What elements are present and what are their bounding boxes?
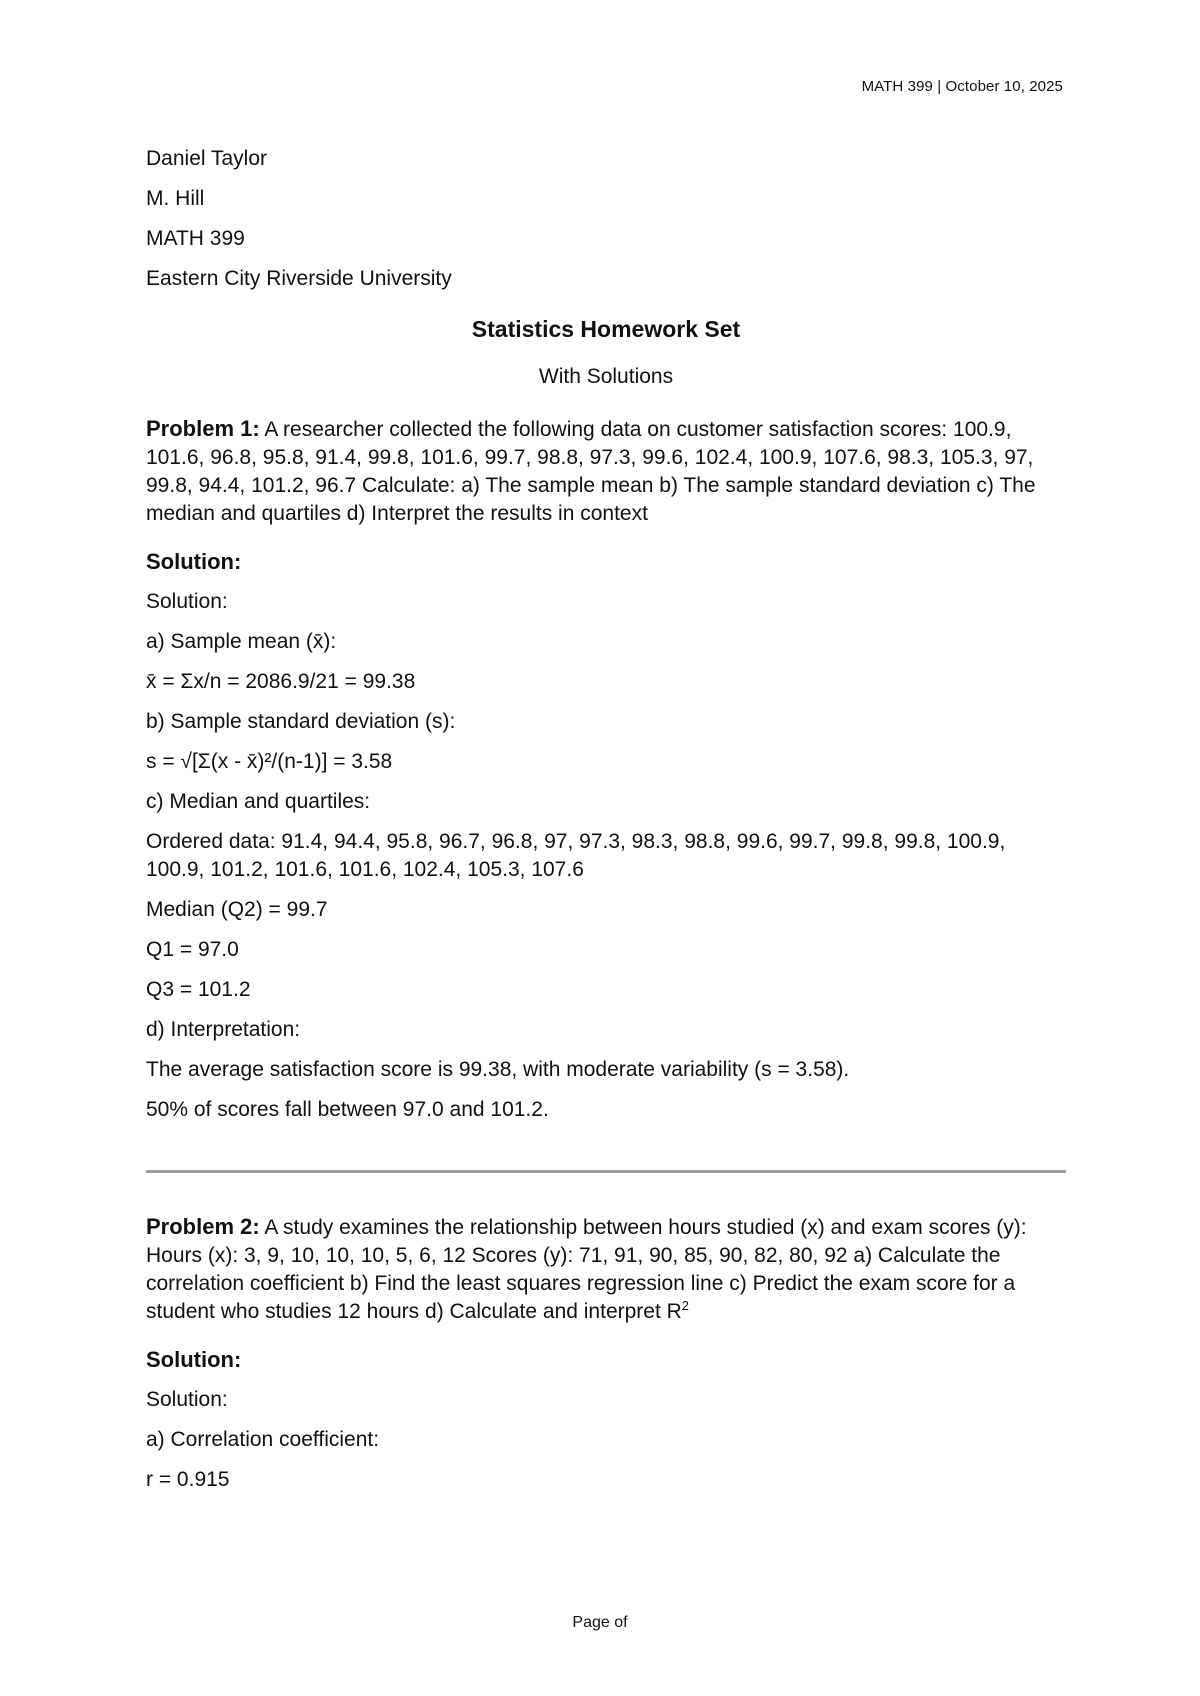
- problem-2-label: Problem 2:: [146, 1214, 260, 1239]
- problem-1-text: A researcher collected the following data on customer satisfaction scores: 100.9, 101.6, 96.8, 95.8, 91.4, 99.8, 101.6, 99.7, 98.8, 97.3, 99.6, 102.4, 100.9, 107.6, 98.3, 105.3, 97, 99.8, 94.4, 101.2, 96.7 Calculate: a) The sample mean b) The sample standard deviation c) The median and quartiles d) Interpret the results in context: [146, 418, 1036, 525]
- solution-line: a) Sample mean (x̄):: [146, 630, 337, 653]
- instructor-name: M. Hill: [146, 187, 205, 210]
- problem-1-solution: [146, 588, 1066, 1124]
- solution-line: s = √[Σ(x - x̄)²/(n-1)] = 3.58: [146, 750, 393, 773]
- solution-line: a) Correlation coefficient:: [146, 1428, 380, 1451]
- section-divider: [146, 1170, 1066, 1173]
- problem-2-text: A study examines the relationship between hours studied (x) and exam scores (y): Hours (x): 3, 9, 10, 10, 10, 5, 6, 12 Scores (y): 71, 91, 90, 85, 90, 82, 80, 92 a) Calculate the correlation coefficient b) Find the least squares regression line c) Predict the exam score for a student who studies 12 hours d) Calculate and interpret R: [146, 1216, 1027, 1323]
- document-title: Statistics Homework Set: [471, 316, 741, 342]
- solution-line: The average satisfaction score is 99.38, with moderate variability (s = 3.58).: [146, 1058, 850, 1081]
- solution-line: Solution:: [146, 590, 228, 613]
- problem-2-solution: [146, 1386, 1066, 1494]
- problem-2-solution-heading: Solution:: [146, 1347, 242, 1372]
- solution-line: Q3 = 101.2: [146, 978, 251, 1001]
- solution-line: Ordered data: 91.4, 94.4, 95.8, 96.7, 96.8, 97, 97.3, 98.3, 98.8, 99.6, 99.7, 99.8, 99.8, 100.9, 100.9, 101.2, 101.6, 101.6, 102.4, 105.3, 107.6: [146, 830, 1006, 881]
- document-body: [146, 145, 1066, 1506]
- solution-line: Solution:: [146, 1388, 228, 1411]
- problem-1-statement: [146, 415, 1066, 528]
- solution-line: b) Sample standard deviation (s):: [146, 710, 456, 733]
- student-name: Daniel Taylor: [146, 147, 268, 170]
- solution-line: d) Interpretation:: [146, 1018, 301, 1041]
- running-header: MATH 399 | October 10, 2025: [861, 78, 1063, 95]
- university-name: Eastern City Riverside University: [146, 267, 452, 290]
- solution-line: Median (Q2) = 99.7: [146, 898, 328, 921]
- problem-1-solution-heading: Solution:: [146, 549, 242, 574]
- problem-2-superscript: 2: [681, 1299, 689, 1313]
- problem-2-statement: [146, 1213, 1066, 1326]
- solution-line: x̄ = Σx/n = 2086.9/21 = 99.38: [146, 670, 416, 693]
- solution-line: c) Median and quartiles:: [146, 790, 371, 813]
- course-code: MATH 399: [146, 227, 245, 250]
- solution-line: r = 0.915: [146, 1468, 230, 1491]
- solution-line: 50% of scores fall between 97.0 and 101.2.: [146, 1098, 549, 1121]
- page-number-footer: Page of: [572, 1614, 628, 1631]
- problem-1-label: Problem 1:: [146, 416, 260, 441]
- solution-line: Q1 = 97.0: [146, 938, 239, 961]
- document-subtitle: With Solutions: [538, 365, 674, 388]
